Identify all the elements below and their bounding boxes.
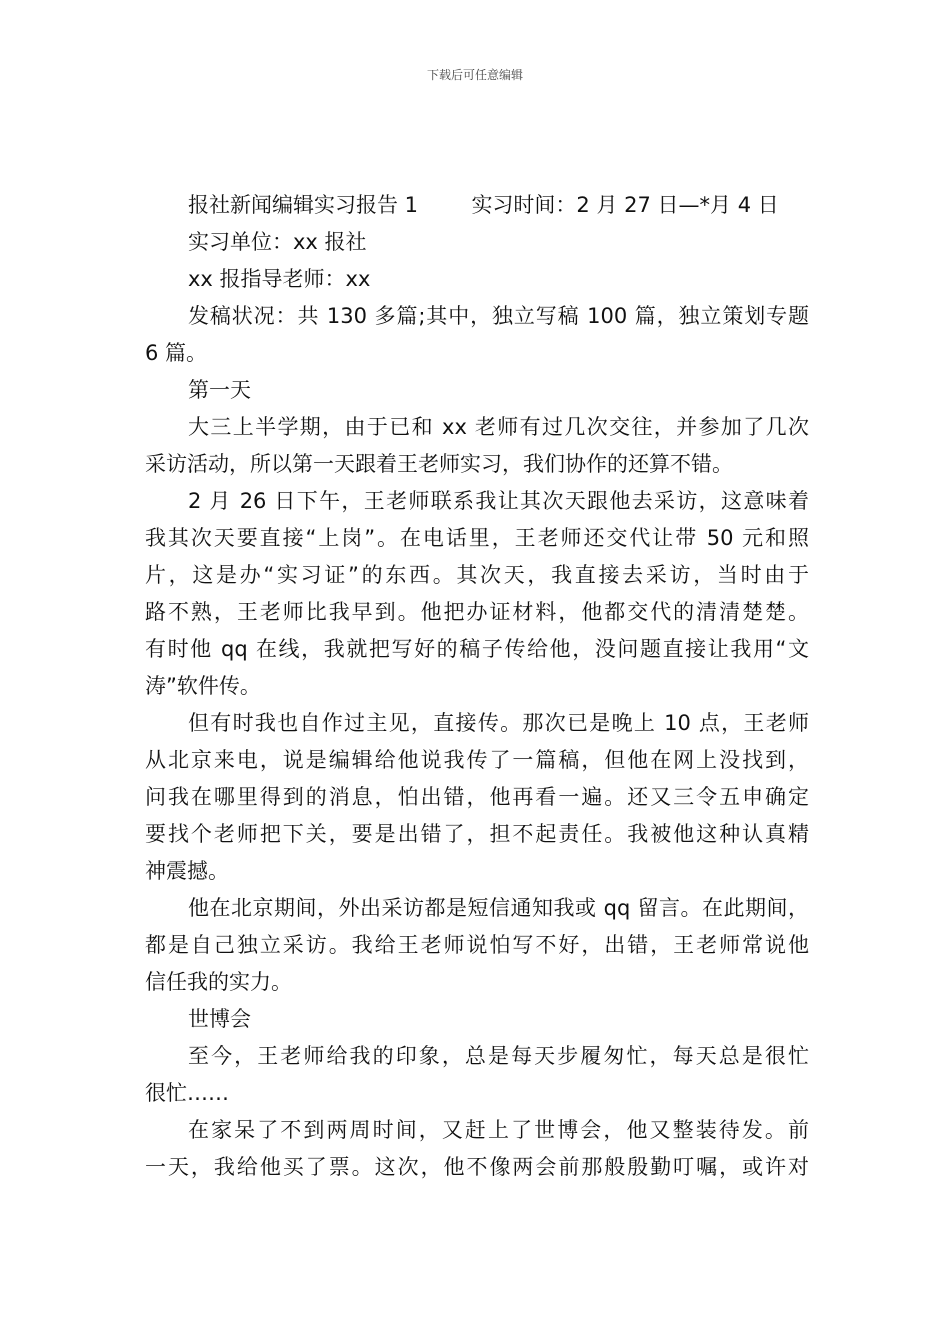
text-line: 路不熟，王老师比我早到。他把办证材料，他都交代的清清楚楚。 (145, 600, 809, 624)
text-line: 采访活动，所以第一天跟着王老师实习，我们协作的还算不错。 (145, 452, 733, 476)
report-body (145, 187, 809, 1186)
text-line: 有时他 qq 在线，我就把写好的稿子传给他，没问题直接让我用“文 (145, 637, 809, 661)
text-line: xx 报指导老师：xx (188, 267, 371, 291)
text-line: 我其次天要直接“上岗”。在电话里，王老师还交代让带 50 元和照 (145, 526, 809, 550)
text-line: 都是自己独立采访。我给王老师说怕写不好，出错，王老师常说他 (145, 933, 809, 957)
text-line: 2 月 26 日下午，王老师联系我让其次天跟他去采访，这意味着 (188, 489, 809, 513)
text-line: 世博会 (188, 1007, 251, 1031)
text-line: 第一天 (188, 378, 251, 402)
text-line: 报社新闻编辑实习报告 1 实习时间：2 月 27 日—*月 4 日 (188, 193, 779, 217)
text-line: 6 篇。 (145, 341, 208, 365)
header-note: 下载后可任意编辑 (426, 68, 523, 82)
text-line: 在家呆了不到两周时间，又赶上了世博会，他又整装待发。前 (188, 1118, 809, 1142)
text-line: 至今，王老师给我的印象，总是每天步履匆忙，每天总是很忙 (188, 1044, 809, 1068)
text-line: 但有时我也自作过主见，直接传。那次已是晚上 10 点，王老师 (188, 711, 809, 735)
text-line: 他在北京期间，外出采访都是短信通知我或 qq 留言。在此期间， (188, 896, 809, 920)
text-line: 要找个老师把下关，要是出错了，担不起责任。我被他这种认真精 (145, 822, 809, 846)
text-line: 大三上半学期，由于已和 xx 老师有过几次交往，并参加了几次 (188, 415, 809, 439)
text-line: 问我在哪里得到的消息，怕出错，他再看一遍。还又三令五申确定 (145, 785, 809, 809)
text-line: 很忙…… (145, 1081, 229, 1105)
text-line: 信任我的实力。 (145, 970, 292, 994)
text-line: 涛”软件传。 (145, 674, 261, 698)
text-line: 一天，我给他买了票。这次，他不像两会前那般殷勤叮嘱，或许对 (145, 1155, 809, 1179)
text-line: 发稿状况：共 130 多篇;其中，独立写稿 100 篇，独立策划专题 (188, 304, 809, 328)
text-line: 实习单位：xx 报社 (188, 230, 367, 254)
text-line: 神震撼。 (145, 859, 229, 883)
text-line: 从北京来电，说是编辑给他说我传了一篇稿，但他在网上没找到， (145, 748, 809, 772)
text-line: 片，这是办“实习证”的东西。其次天，我直接去采访，当时由于 (145, 563, 809, 587)
